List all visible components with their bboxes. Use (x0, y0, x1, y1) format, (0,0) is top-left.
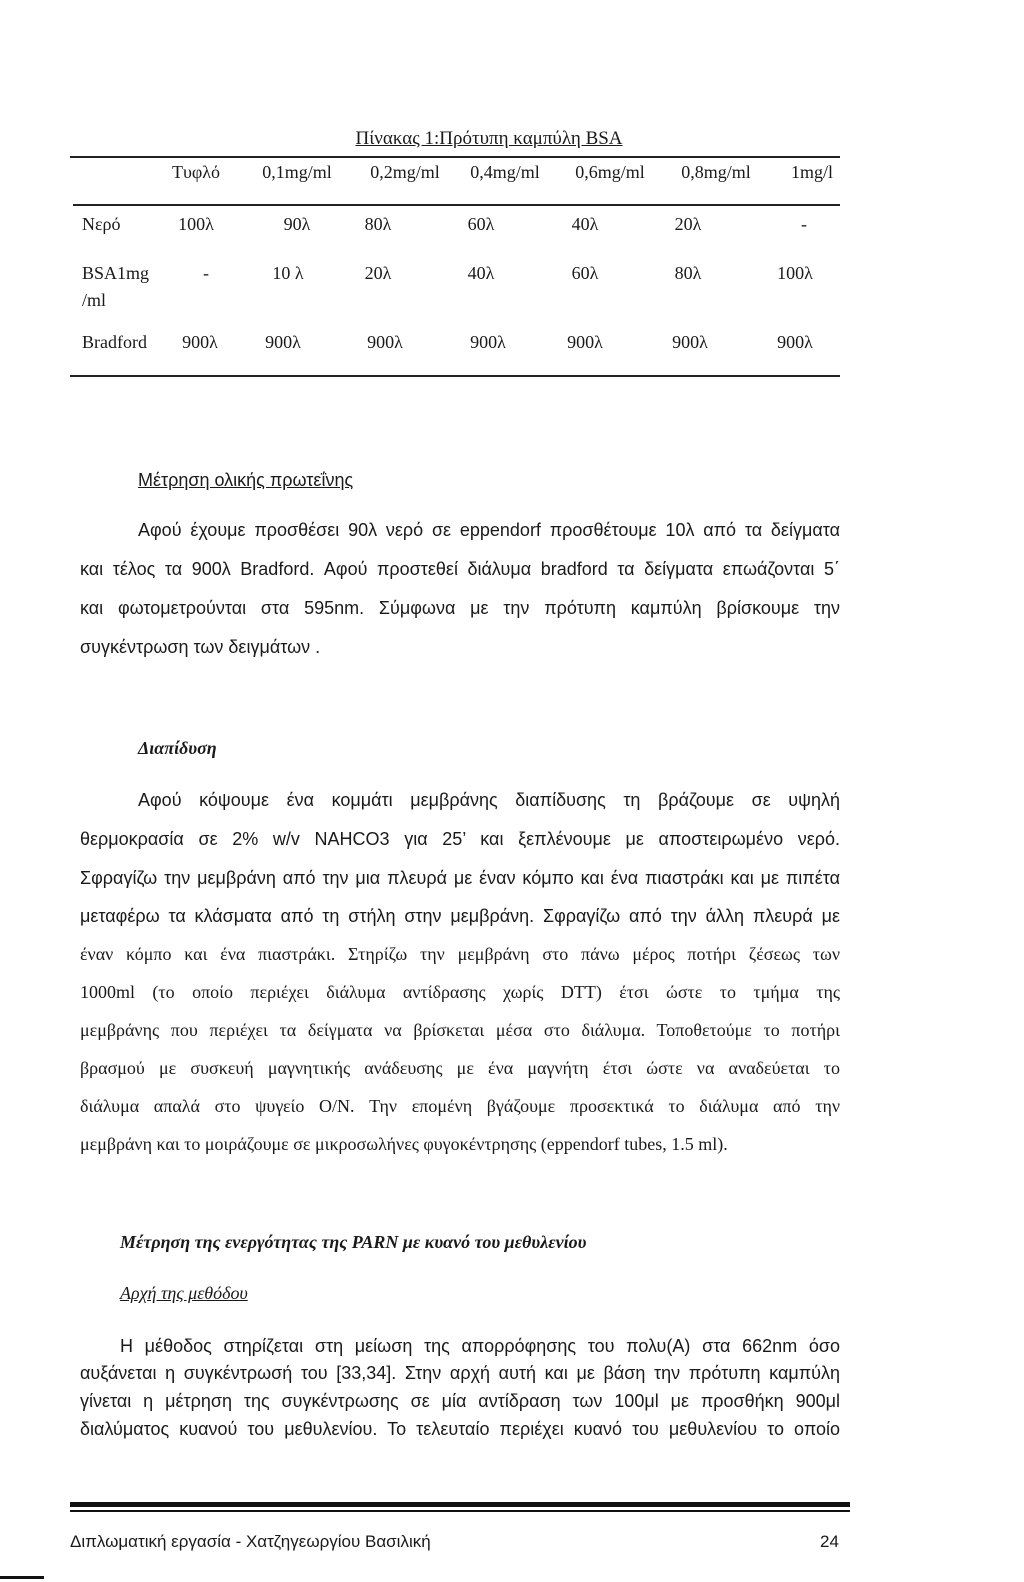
table-cell: 40λ (571, 214, 599, 234)
table-row-label: Bradford (82, 332, 147, 352)
table-row-label: BSA1mg (82, 263, 150, 283)
table-cell: 60λ (571, 263, 599, 283)
paragraph-line: διαλύματος κυανού του μεθυλενίου. Το τελευταίο περιέχει κυανό του μεθυλενίου το οποίο (80, 1419, 840, 1439)
table-cell: 900λ (777, 332, 813, 352)
paragraph-line: 1000ml (το οποίο περιέχει διάλυμα αντίδρασης χωρίς DTT) έτσι ώστε το τμήμα της (80, 982, 840, 1002)
paragraph-line: μεμβράνη και το μοιράζουμε σε μικροσωλήνες φυγοκέντρησης (eppendorf tubes, 1.5 ml). (80, 1134, 728, 1154)
table-row-label-cont: /ml (82, 290, 107, 310)
table-cell: - (203, 263, 209, 283)
footer-rule-thin (70, 1510, 850, 1512)
paragraph-line: Η μέθοδος στηρίζεται στη μείωση της απορρόφησης του πολυ(Α) στα 662nm όσο (120, 1336, 840, 1356)
paragraph-line: βρασμού με συσκευή μαγνητικής ανάδευσης με ένα μαγνήτη έτσι ώστε να αναδεύεται το (80, 1058, 840, 1078)
table-header-cell: 0,2mg/ml (370, 162, 440, 182)
table-cell: - (801, 214, 807, 234)
table-cell: 900λ (367, 332, 403, 352)
table-cell: 80λ (674, 263, 702, 283)
table-header-cell: 0,4mg/ml (470, 162, 540, 182)
table-header-cell: 0,6mg/ml (575, 162, 645, 182)
table-cell: 20λ (674, 214, 702, 234)
paragraph-line: έναν κόμπο και ένα πιαστράκι. Στηρίζω την μεμβράνη στο πάνω μέρος ποτήρι ζέσεως των (80, 944, 840, 964)
table-cell: 900λ (265, 332, 301, 352)
table-header-cell: 1mg/l (790, 162, 834, 182)
paragraph-line: Αφού έχουμε προσθέσει 90λ νερό σε eppendorf προσθέτουμε 10λ από τα δείγματα (138, 520, 840, 540)
paragraph-line: γίνεται η μέτρηση της συγκέντρωσης σε μία αντίδραση των 100μl με προσθήκη 900μl (80, 1391, 840, 1411)
table-cell: 90λ (283, 214, 311, 234)
footer-text: Διπλωματική εργασία - Χατζηγεωργίου Βασιλική (70, 1532, 431, 1551)
paragraph-line: αυξάνεται η συγκέντρωσή του [33,34]. Στην αρχή αυτή και με βάση την πρότυπη καμπύλη (80, 1363, 840, 1383)
table-cell: 900λ (182, 332, 218, 352)
paragraph-line: Αφού κόψουμε ένα κομμάτι μεμβράνης διαπίδυσης τη βράζουμε σε υψηλή (138, 790, 840, 810)
table-header-cell: 0,8mg/ml (681, 162, 751, 182)
paragraph-line: διάλυμα απαλά στο ψυγείο O/N. Την επομένη βγάζουμε προσεκτικά το διάλυμα από την (80, 1096, 840, 1116)
paragraph-line: μεταφέρω τα κλάσματα από τη στήλη στην μεμβράνη. Σφραγίζω από την άλλη πλευρά με (80, 906, 840, 926)
table-row-label: Νερό (82, 214, 121, 234)
paragraph-line: μεμβράνης που περιέχει τα δείγματα να βρίσκεται μέσα στο διάλυμα. Τοποθετούμε το ποτήρι (80, 1020, 840, 1040)
subheading-method-principle: Αρχή της μεθόδου (120, 1283, 248, 1303)
section-heading-diffusion: Διαπίδυση (138, 738, 217, 758)
table-cell: 900λ (470, 332, 506, 352)
paragraph-line: και φωτομετρούνται στα 595nm. Σύμφωνα με την πρότυπη καμπύλη βρίσκουμε την (80, 598, 840, 618)
footer-rule (70, 1502, 850, 1507)
paragraph-line: και τέλος τα 900λ Bradford. Αφού προστεθεί διάλυμα bradford τα δείγματα επωάζονται 5΄ (80, 559, 840, 579)
paragraph-line: Σφραγίζω την μεμβράνη από την μια πλευρά με έναν κόμπο και ένα πιαστράκι και με πιπέτα (80, 868, 840, 888)
table-cell: 80λ (364, 214, 392, 234)
table-header-rule (73, 204, 840, 206)
paragraph-line: θερμοκρασία σε 2% w/v NAHCO3 για 25’ και ξεπλένουμε με αποστειρωμένο νερό. (80, 829, 840, 849)
scan-corner-mark (0, 1576, 44, 1579)
table-cell: 900λ (672, 332, 708, 352)
table-cell: 60λ (467, 214, 495, 234)
section-heading-parn: Μέτρηση της ενεργότητας της PARN με κυανό του μεθυλενίου (120, 1232, 587, 1252)
table-cell: 40λ (467, 263, 495, 283)
table-cell: 900λ (567, 332, 603, 352)
table-header-cell: 0,1mg/ml (262, 162, 332, 182)
table-title: Πίνακας 1:Πρότυπη καμπύλη BSA (355, 128, 623, 149)
table-top-rule (70, 156, 840, 158)
table-bottom-rule (70, 375, 840, 377)
section-heading-protein: Μέτρηση ολικής πρωτεΐνης (138, 470, 354, 490)
table-cell: 10 λ (272, 263, 304, 283)
table-cell: 100λ (178, 214, 214, 234)
table-cell: 100λ (777, 263, 813, 283)
table-cell: 20λ (364, 263, 392, 283)
table-header-cell: Τυφλό (171, 162, 221, 182)
page-number: 24 (820, 1532, 839, 1551)
paragraph-line: συγκέντρωση των δειγμάτων . (80, 637, 321, 657)
